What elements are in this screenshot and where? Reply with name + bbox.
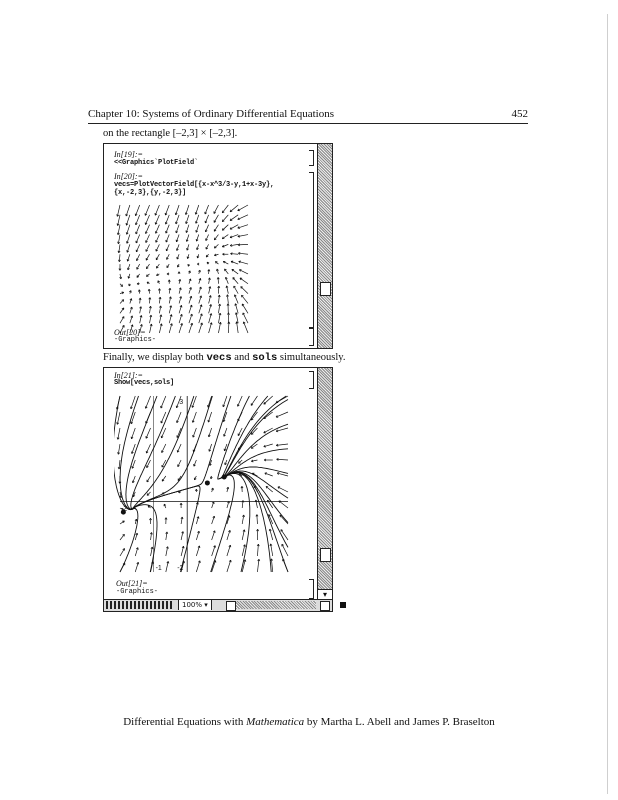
- initial-point: [205, 480, 210, 485]
- arrow-head: [245, 560, 246, 562]
- cell-bracket[interactable]: [309, 328, 314, 346]
- solution-curve: [133, 396, 194, 509]
- vector-arrow: [230, 225, 238, 229]
- vector-arrow: [238, 215, 248, 220]
- vector-arrow: [146, 235, 150, 243]
- scroll-thumb[interactable]: [320, 282, 331, 296]
- vector-arrow: [126, 215, 129, 225]
- vector-arrow: [264, 428, 273, 433]
- vector-arrow: [222, 205, 228, 213]
- arrow-head: [210, 477, 211, 479]
- vector-arrow: [131, 412, 135, 424]
- arrow-head: [210, 287, 211, 289]
- arrow-head: [220, 304, 221, 306]
- footer-italic: Mathematica: [246, 716, 305, 728]
- solution-curves: [114, 396, 288, 572]
- zoom-select[interactable]: [178, 600, 212, 610]
- vector-arrow: [136, 205, 140, 216]
- vector-arrow: [189, 323, 192, 333]
- middle-text-before: Finally, we display both: [103, 352, 207, 363]
- notebook-window-2: [103, 367, 333, 601]
- vector-arrow: [146, 444, 150, 453]
- header-rule: [88, 123, 528, 124]
- arrow-head: [239, 261, 241, 262]
- vector-arrow: [228, 322, 229, 333]
- axis-label: -1: [155, 565, 162, 572]
- arrow-head: [198, 517, 199, 519]
- solution-curve: [221, 472, 288, 523]
- footer-suffix: by Martha L. Abell and James P. Braselton: [304, 716, 495, 728]
- vector-arrow: [155, 215, 159, 224]
- initial-point: [222, 474, 227, 479]
- vector-arrow: [244, 322, 248, 333]
- vector-arrow: [238, 244, 248, 245]
- chapter-title: Chapter 10: Systems of Ordinary Differential Equations: [88, 108, 335, 120]
- vector-arrow: [235, 295, 239, 304]
- axis-label: -2: [177, 565, 184, 572]
- arrow-head: [170, 288, 171, 290]
- in19-input[interactable]: <<Graphics`PlotField`: [114, 159, 199, 167]
- vector-arrow: [232, 269, 238, 274]
- vector-arrow: [120, 317, 124, 324]
- code-sols: sols: [252, 352, 278, 364]
- arrow-head: [161, 306, 162, 308]
- vector-arrow: [280, 515, 288, 524]
- vector-arrow: [240, 278, 248, 284]
- vector-arrow: [120, 548, 125, 556]
- vector-arrow: [136, 235, 140, 243]
- middle-text: [103, 352, 345, 364]
- vector-arrow: [165, 205, 169, 215]
- vector-arrow: [145, 215, 149, 225]
- vector-arrow: [155, 205, 159, 215]
- vector-arrow: [277, 459, 288, 460]
- arrow-head: [199, 531, 200, 533]
- vector-arrow: [257, 514, 258, 524]
- vector-arrow: [132, 444, 135, 454]
- arrow-head: [137, 533, 138, 535]
- solution-curve: [133, 486, 200, 572]
- vector-arrow: [264, 396, 273, 404]
- arrow-head: [188, 264, 189, 266]
- vector-arrow: [161, 396, 166, 408]
- arrow-head: [172, 324, 173, 326]
- vector-arrow: [233, 278, 238, 284]
- vector-arrow: [196, 561, 200, 572]
- vertical-scrollbar[interactable]: [317, 144, 332, 348]
- arrow-head: [221, 322, 222, 324]
- out20-value: -Graphics-: [114, 336, 157, 344]
- vector-arrow: [242, 304, 248, 313]
- arrow-head: [171, 306, 172, 308]
- vector-arrow: [276, 412, 288, 417]
- vector-arrow: [136, 215, 140, 225]
- arrow-head: [228, 487, 229, 489]
- vector-arrow: [120, 534, 124, 540]
- vector-arrow: [196, 546, 199, 556]
- vector-arrow: [156, 225, 160, 234]
- vector-arrow: [214, 215, 218, 223]
- vector-arrow: [166, 215, 170, 224]
- vector-arrow: [146, 428, 150, 438]
- in21-label: In[21]:=: [114, 371, 143, 380]
- arrow-head: [151, 315, 152, 317]
- arrow-head: [212, 323, 213, 325]
- vector-arrow: [238, 396, 243, 406]
- axis-label: 3: [179, 399, 184, 406]
- solution-curve: [221, 396, 268, 478]
- middle-text-and: and: [231, 352, 253, 363]
- solution-curve: [133, 396, 213, 509]
- arrow-head: [211, 304, 212, 306]
- cell-bracket[interactable]: [309, 579, 314, 599]
- vector-arrow: [238, 225, 248, 228]
- vector-arrow: [214, 225, 218, 232]
- notebook-window-1: [103, 143, 333, 349]
- combined-plot: [114, 390, 294, 578]
- arrow-head: [117, 422, 118, 424]
- vector-arrow: [241, 295, 248, 303]
- vector-arrow: [277, 473, 288, 476]
- solution-curve: [221, 474, 250, 573]
- vector-arrow: [227, 560, 231, 572]
- arrow-head: [184, 561, 185, 563]
- vector-arrow: [208, 412, 211, 422]
- scroll-thumb[interactable]: [320, 548, 331, 562]
- vector-arrow: [199, 323, 202, 333]
- arrow-head: [171, 297, 172, 299]
- arrow-head: [142, 324, 143, 326]
- arrow-head: [118, 452, 119, 454]
- horizontal-scrollbar[interactable]: [236, 601, 316, 609]
- arrow-head: [168, 547, 169, 549]
- solution-curve: [120, 505, 138, 572]
- vector-arrow: [270, 529, 273, 540]
- arrow-head: [152, 532, 153, 534]
- vector-arrow: [117, 412, 120, 424]
- axis-label: -2: [121, 505, 128, 513]
- arrow-head: [220, 313, 221, 315]
- out21-label: Out[21]=: [116, 579, 148, 588]
- arrow-head: [151, 306, 152, 308]
- vector-arrow: [271, 559, 272, 572]
- arrow-head: [244, 530, 245, 532]
- vector-arrow: [241, 287, 248, 294]
- vector-arrow: [177, 412, 181, 423]
- vector-arrow: [136, 225, 140, 234]
- vector-arrow: [162, 444, 166, 453]
- arrow-head: [161, 315, 162, 317]
- middle-text-after: simultaneously.: [277, 352, 346, 363]
- in20-label: In[20]:=: [114, 172, 143, 181]
- arrow-head: [181, 296, 182, 298]
- arrow-head: [116, 407, 117, 409]
- vector-arrow: [146, 225, 150, 234]
- vector-arrow: [271, 544, 273, 556]
- arrow-head: [162, 324, 163, 326]
- vector-arrow: [278, 487, 288, 492]
- vector-arrow: [251, 444, 257, 448]
- arrow-head: [245, 545, 246, 547]
- vector-arrow: [234, 286, 238, 294]
- arrow-head: [182, 305, 183, 307]
- running-head: [88, 108, 528, 124]
- out21-value: -Graphics-: [116, 588, 159, 596]
- vector-arrow: [222, 215, 228, 222]
- in20-input-line2[interactable]: {x,-2,3},{y,-2,3}]: [114, 189, 187, 197]
- window-status-bar: [103, 599, 333, 612]
- footer-prefix: Differential Equations with: [123, 716, 247, 728]
- vector-arrow: [257, 544, 258, 556]
- scroll-down-arrow-icon[interactable]: ▾: [318, 589, 332, 600]
- vector-arrows: [117, 205, 248, 333]
- arrow-head: [200, 270, 201, 272]
- in19-label: In[19]:=: [114, 150, 143, 159]
- vector-arrow: [281, 530, 288, 540]
- solution-curve: [120, 396, 138, 510]
- arrow-head: [211, 295, 212, 297]
- arrow-head: [277, 472, 279, 473]
- vector-arrow: [146, 396, 151, 408]
- vector-arrow: [193, 428, 196, 437]
- vector-arrow: [214, 235, 218, 240]
- arrow-head: [168, 561, 169, 563]
- arrow-head: [117, 233, 118, 235]
- cell-bracket[interactable]: [309, 150, 314, 166]
- vector-arrow: [205, 205, 209, 214]
- arrow-head: [141, 315, 142, 317]
- cell-bracket[interactable]: [309, 172, 314, 328]
- arrow-head: [184, 546, 185, 548]
- arrow-head: [118, 242, 119, 244]
- vector-arrow: [243, 313, 248, 323]
- arrow-head: [117, 214, 118, 216]
- solution-curve: [114, 396, 133, 510]
- end-of-example-mark: [340, 602, 346, 608]
- arrow-head: [118, 251, 119, 253]
- arrow-head: [199, 546, 200, 548]
- arrow-head: [182, 517, 183, 519]
- vector-arrow: [239, 270, 248, 274]
- arrow-head: [210, 278, 211, 280]
- vector-arrow: [212, 546, 216, 556]
- vertical-scrollbar[interactable]: [317, 368, 332, 600]
- arrow-head: [141, 307, 142, 309]
- vector-arrow: [131, 428, 135, 439]
- page-number: 452: [511, 108, 528, 120]
- arrow-head: [172, 315, 173, 317]
- chevron-down-icon: ▾: [204, 601, 208, 609]
- arrow-head: [197, 263, 199, 264]
- vector-arrow: [222, 225, 228, 231]
- vector-arrow: [257, 559, 258, 572]
- vector-arrows: [116, 396, 288, 572]
- arrow-head: [181, 288, 182, 290]
- vector-arrow: [176, 205, 179, 215]
- arrow-head: [138, 548, 139, 550]
- arrow-head: [152, 547, 153, 549]
- in20-input-line1[interactable]: vecs=PlotVectorField[{x-x^3/3-y,1+x-3y},: [114, 181, 275, 189]
- vector-arrow: [193, 412, 197, 422]
- vector-arrow: [251, 396, 257, 405]
- vector-arrow: [214, 205, 219, 214]
- arrow-head: [211, 313, 212, 315]
- vector-arrow: [222, 235, 228, 239]
- vector-arrow: [230, 215, 238, 221]
- vector-arrow: [145, 205, 149, 215]
- in21-input[interactable]: Show[vecs,sols]: [114, 379, 175, 387]
- intro-text: on the rectangle [–2,3] × [–2,3].: [103, 128, 238, 139]
- vector-arrow: [223, 396, 227, 407]
- page-footer: [0, 716, 618, 728]
- vector-arrow: [227, 545, 230, 556]
- vector-arrow: [162, 460, 166, 467]
- arrow-head: [180, 279, 181, 281]
- solution-curve: [131, 396, 176, 509]
- vector-arrow: [126, 205, 130, 216]
- arrow-head: [117, 224, 118, 226]
- solution-curve: [221, 424, 288, 478]
- zoom-value: 100%: [182, 601, 203, 609]
- vector-field-plot: [114, 199, 254, 339]
- arrow-head: [152, 324, 153, 326]
- solution-curve: [211, 475, 235, 572]
- arrow-head: [117, 437, 118, 439]
- arrow-head: [136, 519, 137, 521]
- scroll-left-arrow-icon[interactable]: [226, 601, 236, 611]
- solution-curve: [126, 396, 157, 509]
- code-vecs: vecs: [206, 352, 232, 364]
- out20-label: Out[20]=: [114, 328, 146, 337]
- arrow-head: [183, 531, 184, 533]
- page-indicator: [106, 601, 174, 609]
- arrow-head: [167, 532, 168, 534]
- page-edge-line: [607, 14, 608, 794]
- vector-arrow: [177, 444, 181, 452]
- resize-grip-icon[interactable]: [320, 601, 330, 611]
- cell-bracket[interactable]: [309, 371, 314, 389]
- vector-arrow: [230, 205, 238, 212]
- vector-arrow: [238, 205, 248, 211]
- arrow-head: [160, 297, 161, 299]
- arrow-head: [244, 515, 245, 517]
